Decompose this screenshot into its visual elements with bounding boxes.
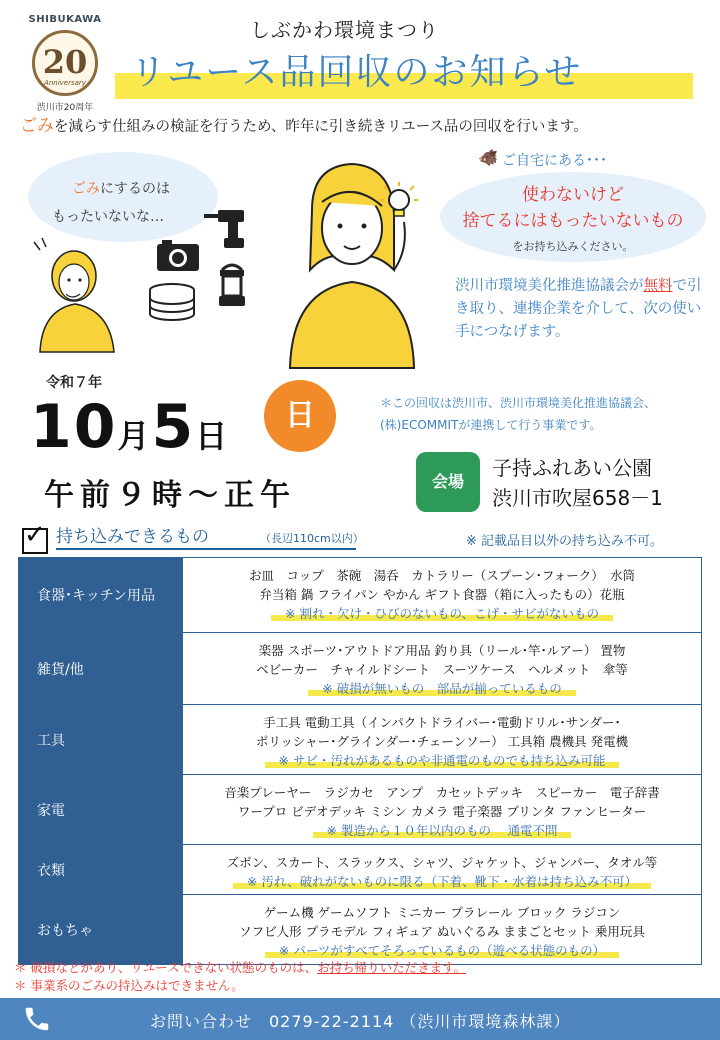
- items-subtitle: （長辺110cm以内）: [260, 532, 364, 545]
- event-month: 10: [30, 392, 118, 462]
- items-cell: [183, 705, 701, 774]
- event-month-unit: 月: [117, 417, 152, 455]
- power-drill-icon: [204, 206, 252, 250]
- items-cell: [183, 558, 701, 632]
- event-date: [30, 392, 229, 462]
- plates-stack-icon: [148, 282, 196, 322]
- table-row: [19, 774, 701, 844]
- category-cell: 雑貨/他: [19, 633, 183, 704]
- venue-badge: 会場: [416, 452, 480, 512]
- phone-icon: [22, 1004, 52, 1034]
- lead-accent: ごみ: [20, 116, 54, 136]
- condition-note: ※ 割れ・欠け・ひびのないもの、こげ・サビがないもの: [271, 604, 613, 623]
- footnote-damaged-a: ＊ 破損などがあり、リユースできない状態のものは、: [14, 960, 318, 975]
- checkmark-icon: ✓: [24, 520, 46, 550]
- lantern-icon: [216, 262, 248, 308]
- items-line: ゲーム機 ゲームソフト ミニカー プラレール ブロック ラジコン: [263, 905, 621, 920]
- condition-note: ※ パーツがすべてそろっているもの（遊べる状態のもの）: [265, 941, 619, 960]
- event-supertitle: しぶかわ環境まつり: [250, 18, 439, 42]
- bubble-left-rest: にするのは: [100, 181, 170, 197]
- partnership-note: ＊この回収は渋川市、渋川市環境美化推進協議会、(株)ECOMMITが連携して行う事業です。: [380, 396, 657, 432]
- weekday-badge: 日: [264, 380, 336, 452]
- items-line: お皿 コップ 茶碗 湯呑 カトラリー（スプーン･フォーク） 水筒: [248, 568, 635, 583]
- lead-text: [20, 111, 588, 136]
- pig-icon: 🐗: [478, 148, 498, 167]
- items-line: 手工具 電動工具（インパクトドライバー･電動ドリル･サンダー･: [263, 715, 621, 730]
- bubble-left-accent: ごみ: [72, 181, 100, 197]
- footnote-damaged: [14, 958, 466, 976]
- venue-address: 渋川市吹屋658－1: [492, 486, 663, 510]
- table-row: [19, 704, 701, 774]
- program-description: [455, 275, 705, 344]
- items-line: ポリッシャー･グラインダー･チェーンソー） 工具箱 農機具 発電機: [255, 734, 629, 749]
- desc-part2: で引き取り、連携企業を介して、次の使い手につなげます。: [455, 278, 702, 340]
- table-row: [19, 894, 701, 964]
- accepted-items-table: [18, 557, 702, 965]
- page-title: リユース品回収のお知らせ: [130, 52, 583, 93]
- footnote-business: ＊ 事業系のごみの持込みはできません。: [14, 978, 244, 993]
- bubble-left-line1: [72, 178, 170, 198]
- venue-name: 子持ふれあい公園: [492, 456, 652, 480]
- camera-icon: [156, 238, 200, 272]
- event-day: 5: [151, 392, 196, 462]
- items-line: ワープロ ビデオデッキ ミシン カメラ 電子楽器 プリンタ ファンヒーター: [237, 804, 647, 819]
- event-day-unit: 日: [195, 417, 230, 455]
- logo-anniversary: Anniversary: [44, 79, 86, 87]
- table-row: [19, 844, 701, 894]
- table-row: [19, 632, 701, 704]
- category-cell: 工具: [19, 705, 183, 774]
- anniversary-logo: [20, 14, 110, 114]
- desc-free: 無料: [643, 278, 673, 294]
- condition-note: ※ サビ・汚れがあるものや非通電のものでも持ち込み可能: [265, 751, 620, 770]
- items-cell: [183, 845, 701, 894]
- items-cell: [183, 633, 701, 704]
- condition-note: ※ 破損が無いもの 部品が揃っているもの: [308, 679, 575, 698]
- items-cell: [183, 775, 701, 844]
- items-line: ソフビ人形 プラモデル フィギュア ぬいぐるみ ままごとセット 乗用玩具: [239, 924, 645, 939]
- event-time: 午前９時～正午: [44, 478, 296, 513]
- worried-woman-illustration: [30, 232, 120, 354]
- lead-rest: を減らす仕組みの検証を行うため、昨年に引き続きリユース品の回収を行います。: [54, 119, 588, 135]
- category-cell: 家電: [19, 775, 183, 844]
- items-cell: [183, 895, 701, 964]
- bubble-right-line2: 捨てるにはもったいないもの: [462, 211, 684, 231]
- bubble-left-line2: もったいないな…: [52, 209, 164, 225]
- condition-note: ※ 製造から１０年以内のもの 通電不問: [313, 821, 572, 840]
- category-cell: 食器･キッチン用品: [19, 558, 183, 632]
- logo-circle: [32, 30, 98, 96]
- items-title: 持ち込みできるもの: [56, 527, 209, 547]
- bubble-right-small: をお持ち込みください。: [512, 240, 634, 253]
- contact-info[interactable]: お問い合わせ 0279-22-2114 （渋川市環境森林課）: [150, 1012, 571, 1031]
- items-line: ベビーカー チャイルドシート スーツケース ヘルメット 傘等: [256, 662, 628, 677]
- items-restriction-note: ※ 記載品目以外の持ち込み不可。: [466, 534, 664, 549]
- logo-city-label: 渋川市20周年: [36, 103, 94, 113]
- footnote-damaged-b: お持ち帰りいただきます。: [317, 960, 467, 975]
- bubble-right-line1: 使わないけど: [522, 185, 624, 205]
- items-underline: [56, 548, 356, 550]
- logo-brand: SHIBUKAWA: [28, 14, 102, 25]
- items-line: ズボン、スカート、スラックス、シャツ、ジャケット、ジャンパー、タオル等: [226, 855, 658, 870]
- desc-part1: 渋川市環境美化推進協議会が: [455, 278, 644, 294]
- condition-note: ※ 汚れ、破れがないものに限る（下着、靴下・水着は持ち込み不可）: [233, 872, 651, 891]
- items-line: 楽器 スポーツ･アウトドア用品 釣り具（リール･竿･ルアー） 置物: [258, 643, 626, 658]
- category-cell: おもちゃ: [19, 895, 183, 964]
- items-line: 音楽プレーヤー ラジカセ アンプ カセットデッキ スピーカー 電子辞書: [224, 785, 660, 800]
- bubble-right-intro: ご自宅にある･･･: [502, 153, 607, 169]
- logo-number: 20: [42, 43, 88, 81]
- lightbulb-icon: [380, 182, 418, 230]
- table-row: [19, 558, 701, 632]
- category-cell: 衣類: [19, 845, 183, 894]
- items-line: 弁当箱 鍋 フライパン やかん ギフト食器（箱に入ったもの）花瓶: [259, 587, 625, 602]
- era-year: 令和７年: [46, 375, 102, 391]
